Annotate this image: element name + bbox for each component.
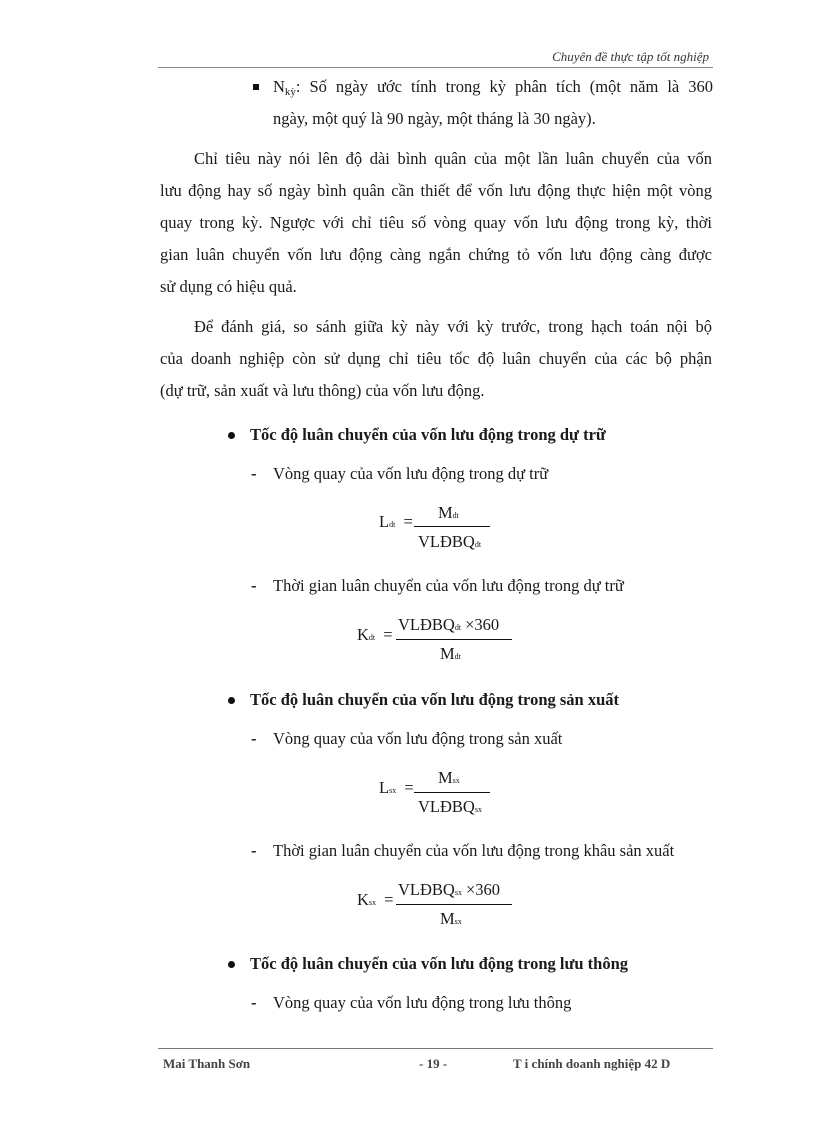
intro-bullet-line2: ngày, một quý là 90 ngày, một tháng là 30 ngày). bbox=[273, 109, 596, 128]
formula-k-dt-denominator: Mdt bbox=[440, 644, 461, 663]
formula-k-dt: Kdt = bbox=[357, 625, 393, 644]
paragraph-2 bbox=[160, 311, 712, 407]
fraction-bar bbox=[414, 526, 490, 527]
fraction-bar bbox=[396, 639, 512, 640]
item-thoi-gian-du-tru: Thời gian luân chuyển của vốn lưu động trong dự trữ bbox=[273, 576, 624, 595]
paragraph-1-line: sử dụng có hiệu quả. bbox=[160, 277, 297, 296]
formula-lhs: L bbox=[379, 512, 390, 531]
round-bullet-icon bbox=[228, 432, 235, 439]
paragraph-1 bbox=[160, 143, 712, 303]
dash-icon: - bbox=[251, 993, 257, 1012]
formula-lhs-sub: dt bbox=[389, 520, 396, 529]
equals-sign: = bbox=[383, 625, 393, 644]
header-divider bbox=[158, 67, 713, 68]
square-bullet-icon bbox=[253, 84, 259, 90]
round-bullet-icon bbox=[228, 961, 235, 968]
paragraph-2-line: Để đánh giá, so sánh giữa kỳ này với kỳ trước, trong hạch toán nội bộ bbox=[194, 317, 712, 336]
item-vong-quay-du-tru: Vòng quay của vốn lưu động trong dự trữ bbox=[273, 464, 549, 483]
nky-symbol: N bbox=[273, 77, 285, 96]
item-vong-quay-luu-thong: Vòng quay của vốn lưu động trong lưu thông bbox=[273, 993, 572, 1012]
dash-icon: - bbox=[251, 729, 257, 748]
fraction-bar bbox=[414, 792, 490, 793]
item-vong-quay-san-xuat: Vòng quay của vốn lưu động trong sản xuất bbox=[273, 729, 563, 748]
footer-divider bbox=[158, 1048, 713, 1049]
formula-l-sx-numerator: Msx bbox=[438, 768, 460, 787]
fraction-bar bbox=[396, 904, 512, 905]
nky-subscript: kỳ bbox=[284, 86, 296, 98]
section-heading-luu-thong: Tốc độ luân chuyển của vốn lưu động trong lưu thông bbox=[250, 954, 629, 973]
dash-icon: - bbox=[251, 841, 257, 860]
formula-k-sx-denominator: Msx bbox=[440, 909, 462, 928]
running-header: Chuyên đề thực tập tốt nghiệp bbox=[552, 49, 709, 64]
formula-l-sx-denominator: VLĐBQsx bbox=[418, 797, 482, 816]
formula-l-dt bbox=[379, 512, 413, 532]
equals-sign: = bbox=[384, 890, 394, 909]
formula-l-dt-denominator: VLĐBQdt bbox=[418, 532, 482, 551]
section-heading-san-xuat: Tốc độ luân chuyển của vốn lưu động trong sản xuất bbox=[250, 690, 620, 709]
formula-k-sx: Ksx = bbox=[357, 890, 394, 909]
footer-author: Mai Thanh Sơn bbox=[163, 1056, 251, 1071]
equals-sign: = bbox=[403, 512, 413, 531]
section-heading-du-tru: Tốc độ luân chuyển của vốn lưu động trong dự trữ bbox=[250, 425, 606, 444]
paragraph-1-line: gian luân chuyển vốn lưu động càng ngắn chứng tỏ vốn lưu động càng được bbox=[160, 245, 712, 264]
page-number: - 19 - bbox=[419, 1056, 448, 1071]
round-bullet-icon bbox=[228, 697, 235, 704]
formula-l-sx: Lsx = bbox=[379, 778, 414, 797]
dash-icon: - bbox=[251, 464, 257, 483]
equals-sign: = bbox=[404, 778, 414, 797]
formula-l-dt-numerator: Mdt bbox=[438, 503, 459, 522]
paragraph-1-line: Chỉ tiêu này nói lên độ dài bình quân của một lần luân chuyển của vốn bbox=[194, 149, 712, 168]
formula-k-sx-numerator: VLĐBQsx ×360 bbox=[398, 880, 501, 899]
paragraph-2-line: của doanh nghiệp còn sử dụng chỉ tiêu tốc độ luân chuyển của các bộ phận bbox=[160, 349, 712, 368]
paragraph-1-line: lưu động hay số ngày bình quân cần thiết để vốn lưu động thực hiện một vòng bbox=[160, 181, 712, 200]
paragraph-1-line: quay trong kỳ. Ngược với chỉ tiêu số vòng quay vốn lưu động trong kỳ, thời bbox=[160, 213, 712, 232]
item-thoi-gian-san-xuat: Thời gian luân chuyển của vốn lưu động trong khâu sản xuất bbox=[273, 841, 675, 860]
intro-bullet-text: : Số ngày ước tính trong kỳ phân tích (một năm là 360 bbox=[295, 77, 713, 96]
dash-icon: - bbox=[251, 576, 257, 595]
formula-k-dt-numerator: VLĐBQdt ×360 bbox=[398, 615, 500, 634]
paragraph-2-line: (dự trữ, sản xuất và lưu thông) của vốn lưu động. bbox=[160, 381, 485, 400]
footer-course: T i chính doanh nghiệp 42 D bbox=[513, 1056, 671, 1071]
